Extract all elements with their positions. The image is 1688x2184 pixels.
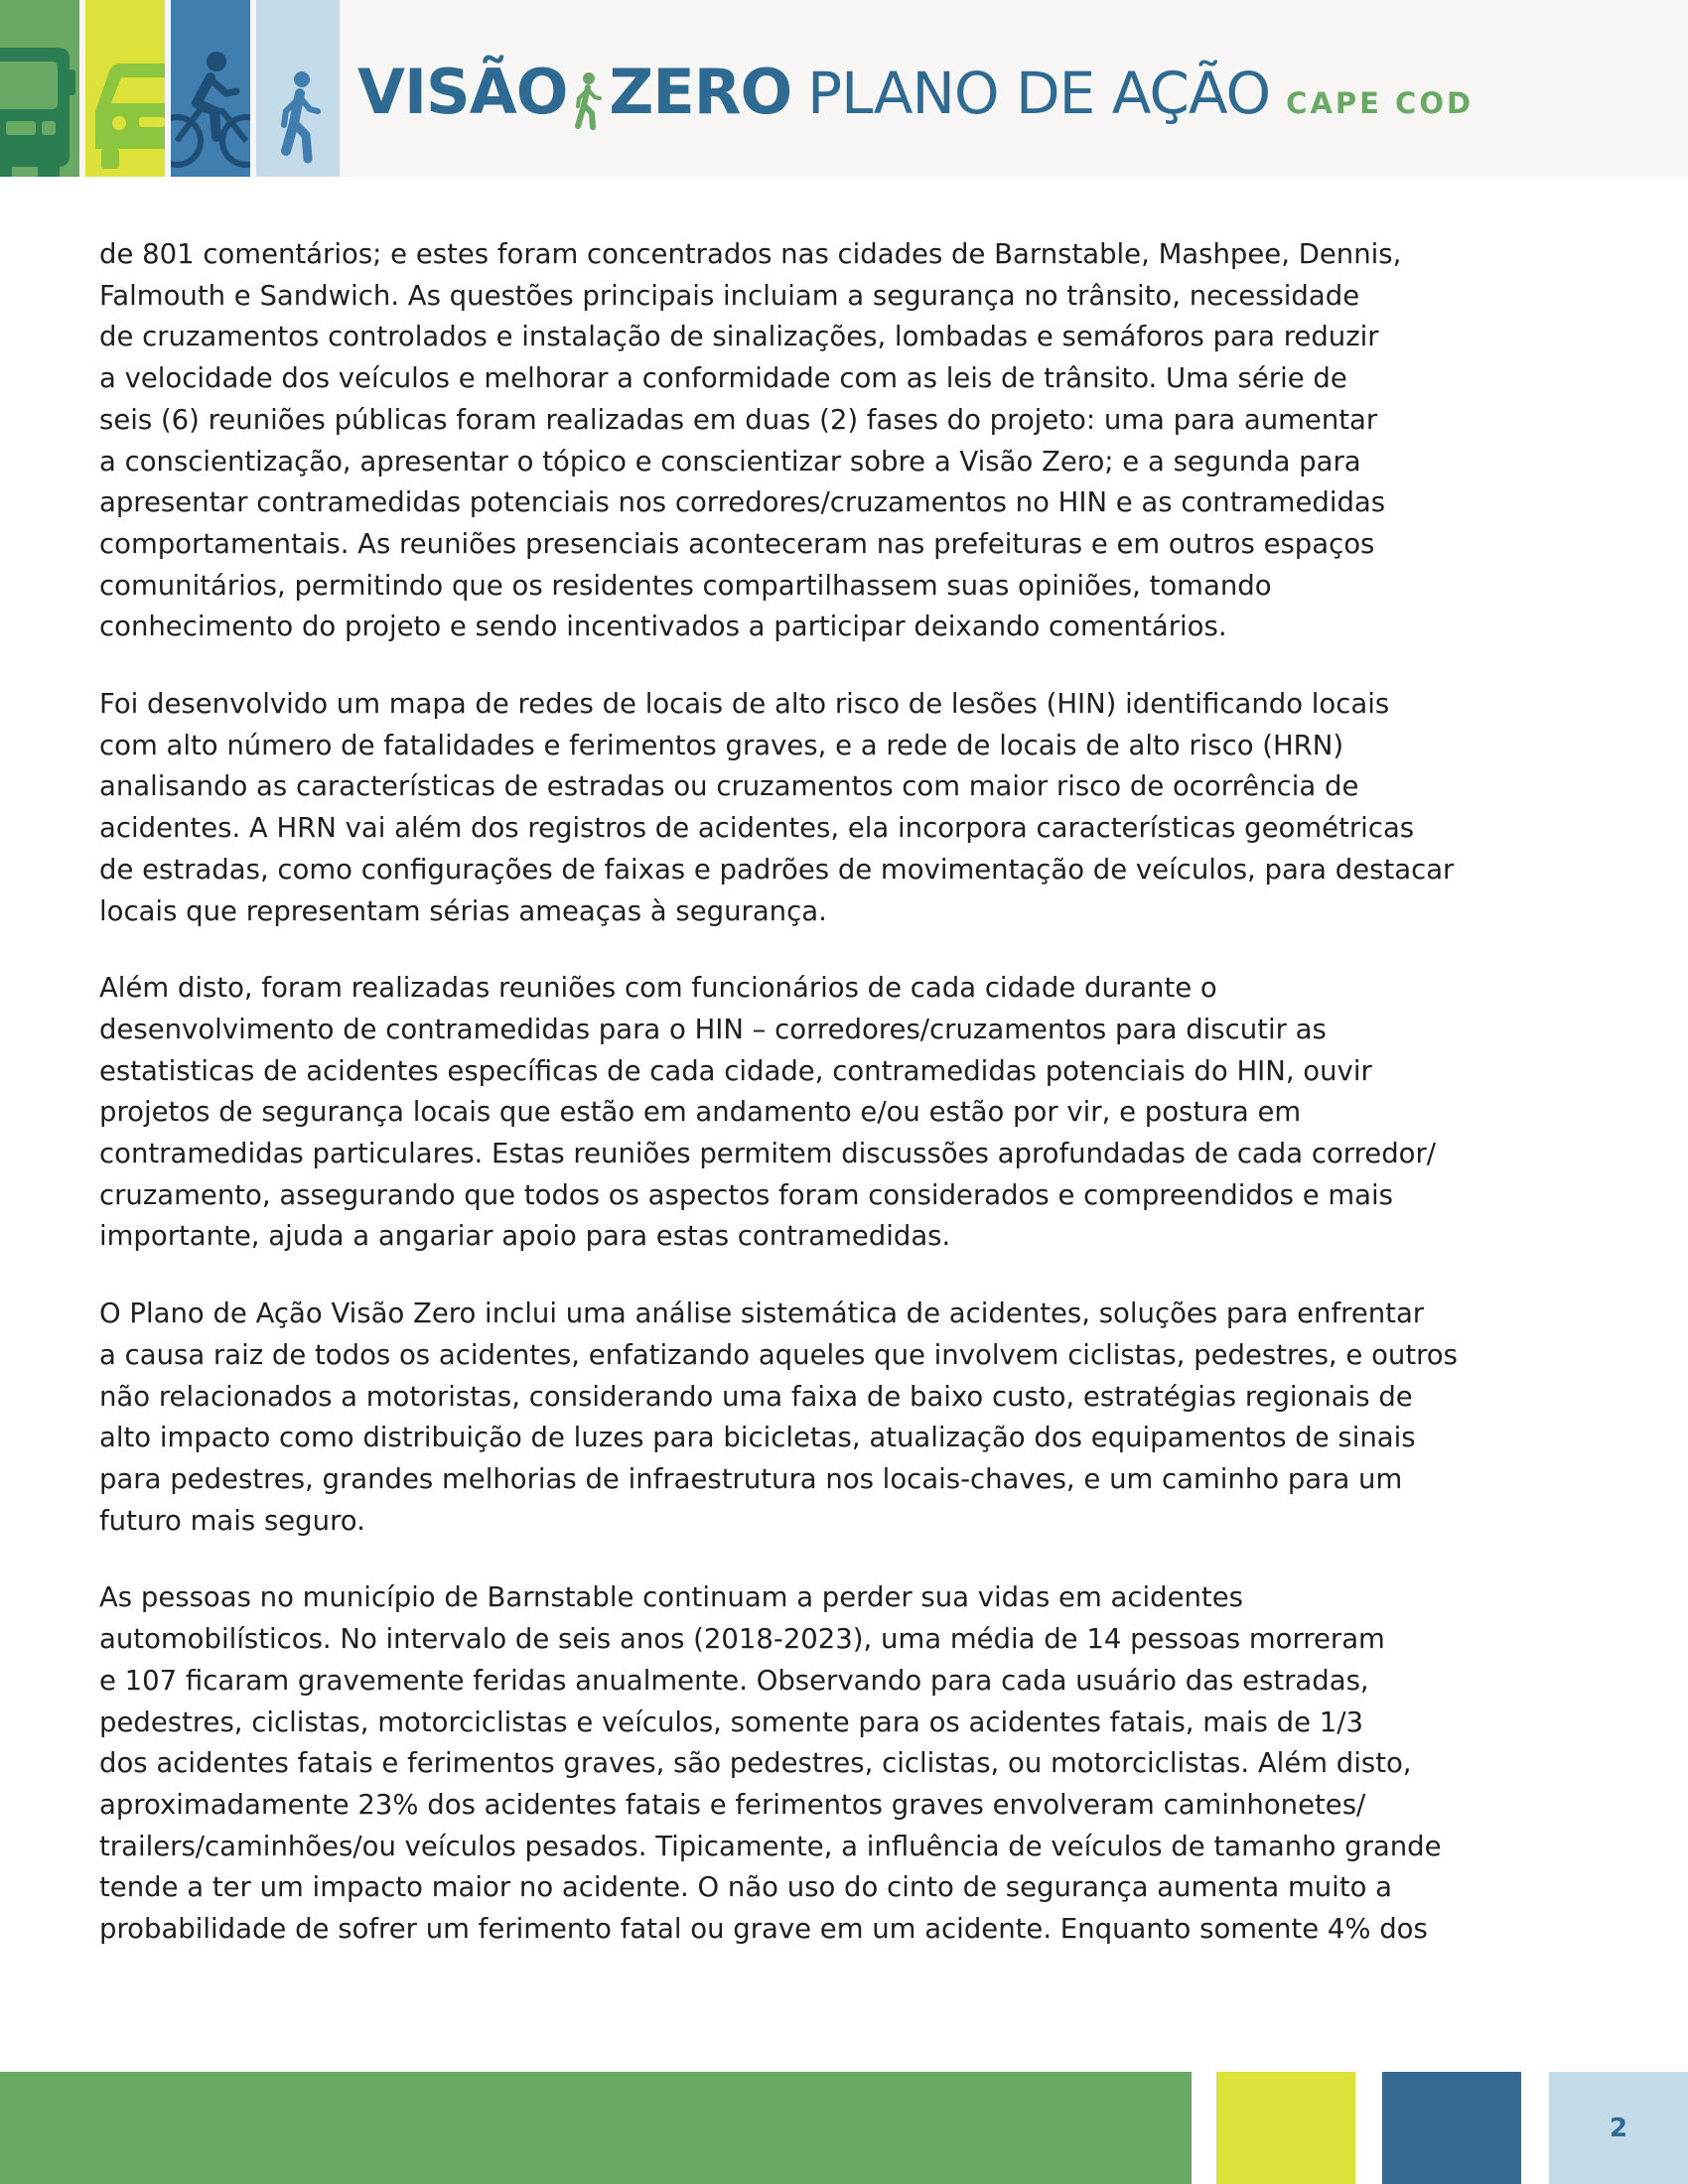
- cyclist-icon: [171, 0, 250, 177]
- text-line: dos acidentes fatais e ferimentos graves, são pedestres, ciclistas, ou motorciclistas. Além disto,: [99, 1747, 1412, 1780]
- text-line: aproximadamente 23% dos acidentes fatais e ferimentos graves envolveram caminhonetes/: [99, 1788, 1366, 1821]
- text-line: analisando as características de estradas ou cruzamentos com maior risco de ocorrência de: [99, 770, 1359, 803]
- text-line: automobilísticos. No intervalo de seis anos (2018-2023), uma média de 14 pessoas morreram: [99, 1623, 1385, 1656]
- text-line: importante, ajuda a angariar apoio para estas contramedidas.: [99, 1220, 951, 1253]
- text-line: contramedidas particulares. Estas reuniões permitem discussões aprofundadas de cada corredor/: [99, 1138, 1437, 1170]
- text-line: Foi desenvolvido um mapa de redes de locais de alto risco de lesões (HIN) identificando locais: [99, 688, 1390, 721]
- title-cape-cod: CAPE COD: [1286, 86, 1475, 120]
- text-line: apresentar contramedidas potenciais nos corredores/cruzamentos no HIN e as contramedidas: [99, 486, 1386, 519]
- text-line: a conscientização, apresentar o tópico e conscientizar sobre a Visão Zero; e a segunda para: [99, 445, 1361, 478]
- title-visao: VISÃO: [357, 56, 568, 128]
- page-header: [0, 0, 1688, 177]
- pedestrian-strip: [256, 0, 340, 177]
- text-line: não relacionados a motoristas, considerando uma faixa de baixo custo, estratégias regionais de: [99, 1380, 1413, 1413]
- text-line: para pedestres, grandes melhorias de infraestrutura nos locais-chaves, e um caminho para um: [99, 1462, 1403, 1495]
- paragraph-5: [99, 1577, 1589, 1950]
- text-line: comportamentais. As reuniões presenciais aconteceram nas prefeituras e em outros espaços: [99, 527, 1375, 560]
- text-line: conhecimento do projeto e sendo incentivados a participar deixando comentários.: [99, 611, 1227, 643]
- text-line: com alto número de fatalidades e ferimentos graves, e a rede de locais de alto risco (HRN): [99, 729, 1344, 761]
- footer-bar-green: [0, 2072, 1192, 2184]
- text-line: de estradas, como configurações de faixas e padrões de movimentação de veículos, para destacar: [99, 853, 1455, 886]
- text-line: e 107 ficaram gravemente feridas anualmente. Observando para cada usuário das estradas,: [99, 1664, 1369, 1697]
- footer-bar-yellow: [1216, 2072, 1355, 2184]
- paragraph-2: [99, 684, 1589, 932]
- paragraph-1: [99, 234, 1589, 648]
- pedestrian-icon: [256, 0, 340, 177]
- text-line: a causa raiz de todos os acidentes, enfatizando aqueles que involvem ciclistas, pedestres, e outros: [99, 1338, 1458, 1371]
- text-line: seis (6) reuniões públicas foram realizadas em duas (2) fases do projeto: uma para aumentar: [99, 403, 1378, 436]
- header-title: [357, 56, 1474, 145]
- text-line: estatisticas de acidentes específicas de cada cidade, contramedidas potenciais do HIN, ouvir: [99, 1054, 1372, 1087]
- text-line: a velocidade dos veículos e melhorar a conformidade com as leis de trânsito. Uma série de: [99, 362, 1347, 395]
- car-icon: [85, 0, 165, 177]
- title-zero: ZERO: [609, 56, 792, 128]
- text-line: cruzamento, assegurando que todos os aspectos foram considerados e compreendidos e mais: [99, 1178, 1393, 1211]
- paragraph-4: [99, 1294, 1589, 1542]
- text-line: tende a ter um impacto maior no acidente. O não uso do cinto de segurança aumenta muito a: [99, 1871, 1393, 1904]
- text-line: alto impacto como distribuição de luzes para bicicletas, atualização dos equipamentos de sinais: [99, 1422, 1416, 1454]
- text-line: desenvolvimento de contramedidas para o HIN – corredores/cruzamentos para discutir as: [99, 1013, 1327, 1045]
- car-strip: [85, 0, 165, 177]
- bus-strip: [0, 0, 79, 177]
- text-line: pedestres, ciclistas, motorciclistas e veículos, somente para os acidentes fatais, mais de 1/3: [99, 1706, 1364, 1738]
- text-line: de 801 comentários; e estes foram concentrados nas cidades de Barnstable, Mashpee, Dennis,: [99, 238, 1402, 270]
- text-line: locais que representam sérias ameaças à segurança.: [99, 894, 827, 927]
- body-text: [99, 234, 1589, 1986]
- cyclist-strip: [171, 0, 250, 177]
- footer-bar-blue: [1382, 2072, 1521, 2184]
- text-line: futuro mais seguro.: [99, 1504, 365, 1537]
- text-line: probabilidade de sofrer um ferimento fatal ou grave em um acidente. Enquanto somente 4% dos: [99, 1913, 1428, 1946]
- text-line: Além disto, foram realizadas reuniões com funcionários de cada cidade durante o: [99, 972, 1217, 1005]
- paragraph-3: [99, 968, 1589, 1258]
- page-number: 2: [1609, 2113, 1628, 2143]
- text-line: comunitários, permitindo que os residentes compartilhassem suas opiniões, tomando: [99, 569, 1272, 602]
- walker-icon: [571, 70, 605, 130]
- text-line: acidentes. A HRN vai além dos registros de acidentes, ela incorpora características geométricas: [99, 812, 1415, 845]
- text-line: Falmouth e Sandwich. As questões principais incluiam a segurança no trânsito, necessidade: [99, 279, 1360, 312]
- text-line: de cruzamentos controlados e instalação de sinalizações, lombadas e semáforos para reduzir: [99, 321, 1379, 353]
- bus-icon: [0, 0, 79, 177]
- text-line: O Plano de Ação Visão Zero inclui uma análise sistemática de acidentes, soluções para enfrentar: [99, 1297, 1425, 1330]
- title-plano-de-acao: PLANO DE AÇÃO: [807, 60, 1271, 127]
- text-line: trailers/caminhões/ou veículos pesados. Tipicamente, a influência de veículos de tamanho grande: [99, 1830, 1442, 1862]
- text-line: As pessoas no município de Barnstable continuam a perder sua vidas em acidentes: [99, 1581, 1243, 1614]
- text-line: projetos de segurança locais que estão em andamento e/ou estão por vir, e postura em: [99, 1096, 1302, 1129]
